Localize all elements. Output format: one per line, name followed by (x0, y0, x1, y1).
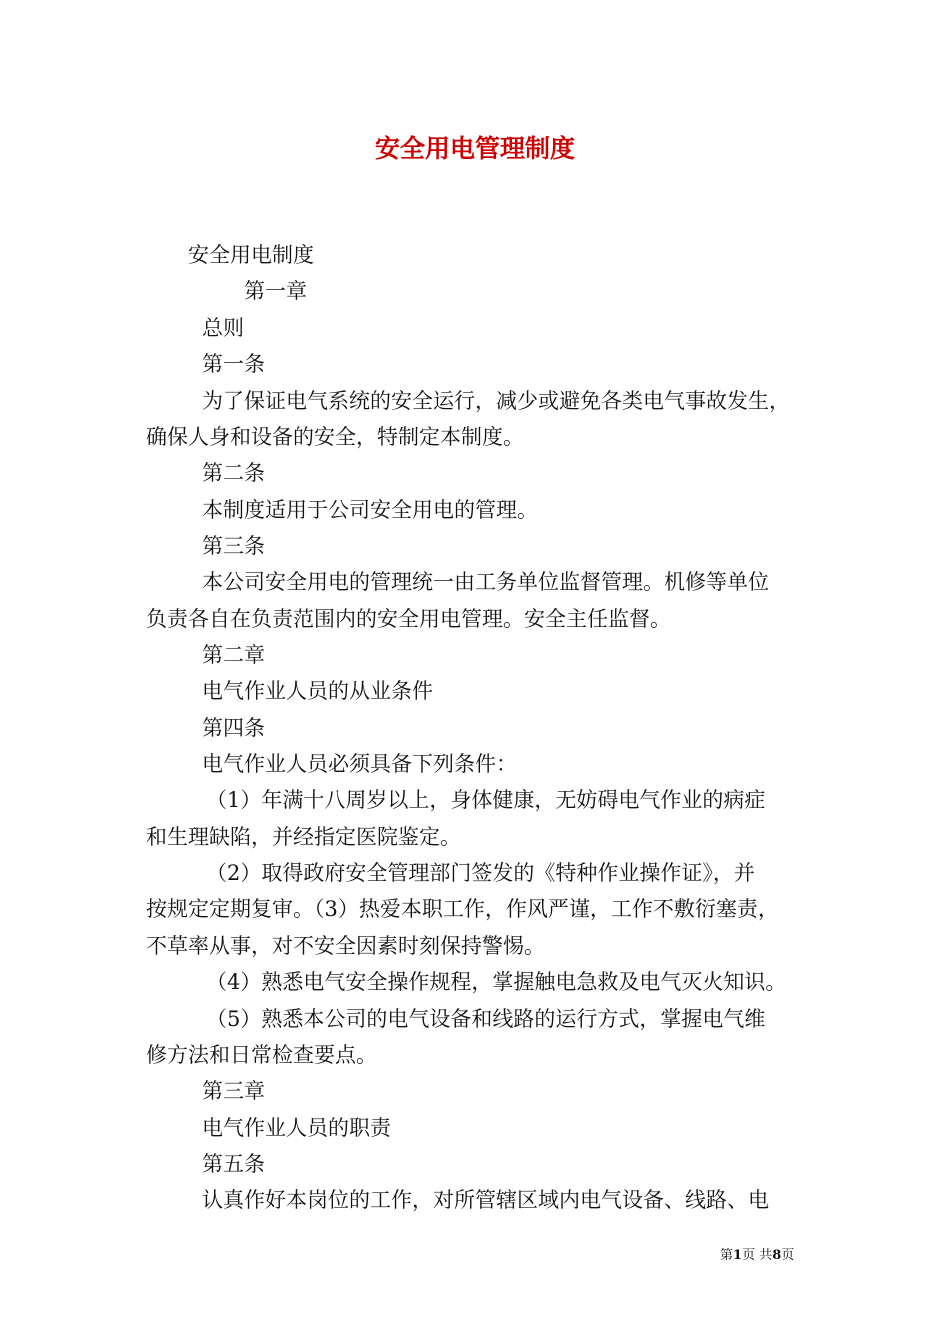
text-line: （1）年满十八周岁以上，身体健康，无妨碍电气作业的病症 (206, 788, 766, 812)
text-line: 电气作业人员必须具备下列条件： (202, 752, 517, 776)
text-line: 第五条 (202, 1152, 265, 1176)
text-line: （4）熟悉电气安全操作规程，掌握触电急救及电气灭火知识。 (206, 970, 787, 994)
text-line: 不草率从事，对不安全因素时刻保持警惕。 (146, 934, 545, 958)
footer-middle: 页 共 (742, 1248, 773, 1263)
text-line: 按规定定期复审。（3）热爱本职工作，作风严谨，工作不敷衍塞责， (146, 897, 779, 921)
text-line: 修方法和日常检查要点。 (146, 1043, 377, 1067)
text-line: 总则 (202, 316, 244, 340)
text-line: 本公司安全用电的管理统一由工务单位监督管理。机修等单位 (202, 570, 769, 594)
text-line: 电气作业人员的职责 (202, 1116, 391, 1140)
text-line: 本制度适用于公司安全用电的管理。 (202, 498, 538, 522)
text-line: 负责各自在负责范围内的安全用电管理。安全主任监督。 (146, 607, 671, 631)
footer-suffix: 页 (781, 1248, 795, 1263)
text-line: 和生理缺陷，并经指定医院鉴定。 (146, 825, 461, 849)
text-line: 电气作业人员的从业条件 (202, 679, 433, 703)
total-pages-number: 8 (772, 1248, 782, 1263)
text-line: 第三章 (202, 1079, 265, 1103)
page-footer (720, 1247, 794, 1265)
text-line: 确保人身和设备的安全，特制定本制度。 (146, 425, 524, 449)
text-line: 为了保证电气系统的安全运行，减少或避免各类电气事故发生， (202, 389, 790, 413)
text-line: （5）熟悉本公司的电气设备和线路的运行方式，掌握电气维 (206, 1007, 766, 1031)
text-line: 第四条 (202, 716, 265, 740)
text-line: 第一章 (244, 279, 307, 303)
text-line: 第一条 (202, 352, 265, 376)
footer-prefix: 第 (720, 1248, 734, 1263)
current-page-number: 1 (733, 1248, 743, 1263)
document-title: 安全用电管理制度 (374, 134, 575, 163)
text-line: 认真作好本岗位的工作，对所管辖区域内电气设备、线路、电 (202, 1188, 769, 1212)
text-line: 第二章 (202, 643, 265, 667)
text-line: 第三条 (202, 534, 265, 558)
text-line: （2）取得政府安全管理部门签发的《特种作业操作证》，并 (206, 861, 755, 885)
text-line: 第二条 (202, 461, 265, 485)
text-line: 安全用电制度 (188, 243, 314, 267)
